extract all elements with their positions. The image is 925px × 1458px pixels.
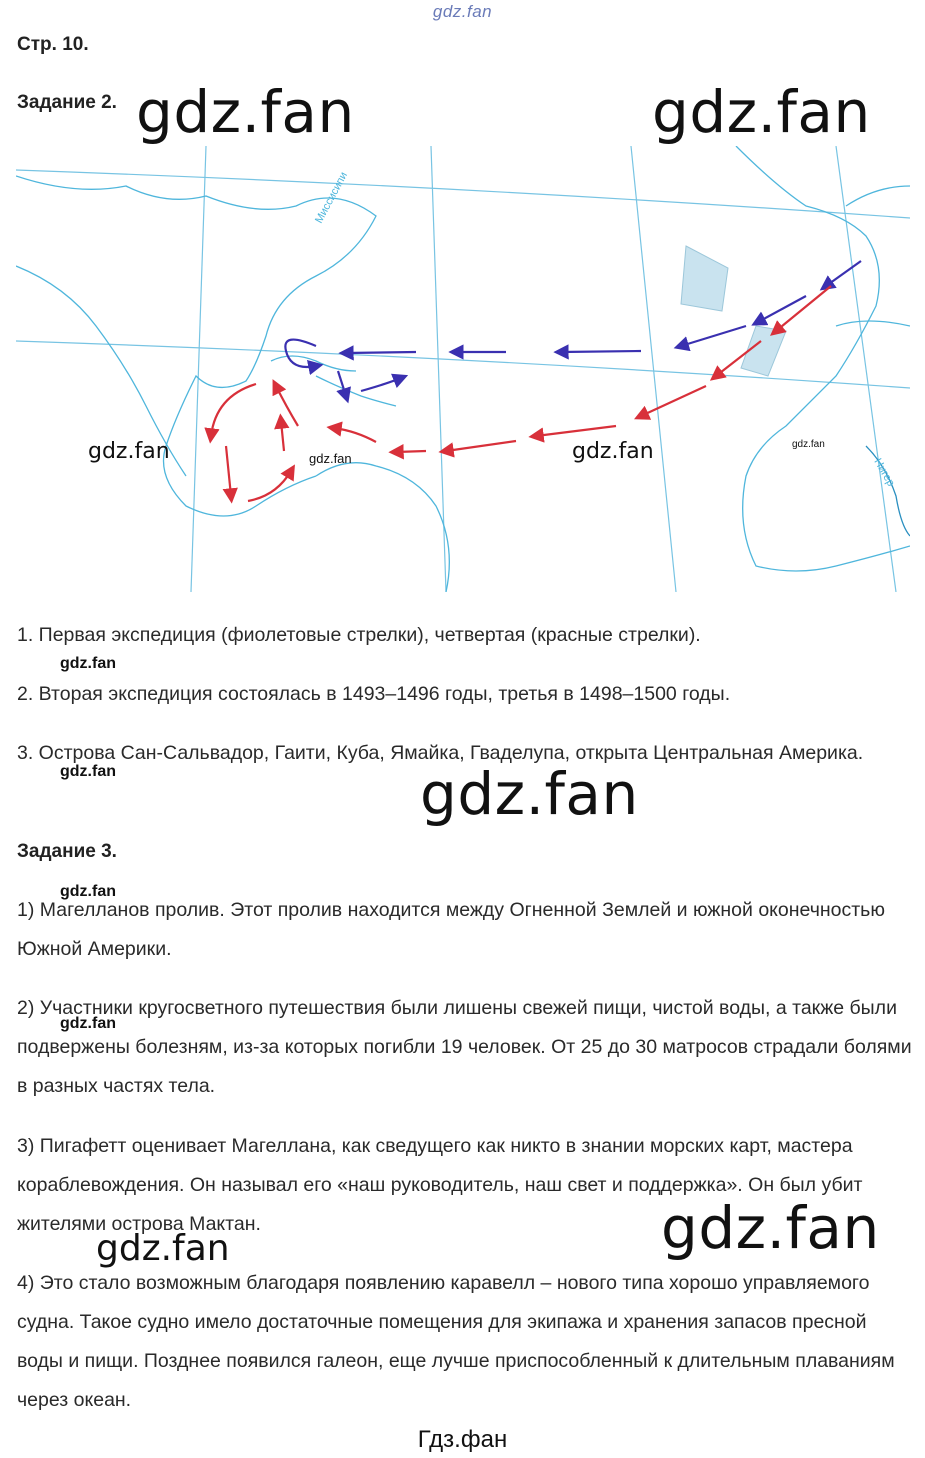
task3-answer-1: 1) Магелланов пролив. Этот пролив находится между Огненной Землей и южной оконечностью Южной Америки. <box>17 899 885 960</box>
map-coastlines <box>16 146 910 592</box>
expedition-map <box>16 146 910 592</box>
watermark: gdz.fan <box>96 1228 230 1269</box>
task2-answer-1: 1. Первая экспедиция (фиолетовые стрелки), четвертая (красные стрелки). <box>17 624 701 646</box>
watermark: gdz.fan <box>652 78 871 146</box>
task3-answer-4: 4) Это стало возможным благодаря появлению каравелл – нового типа хорошо управляемого судна. Такое судно имело достаточные помещения для экипажа и хранения запасов пресной воды и пищи. Позднее появился галеон, еще лучше приспособленный к длительным плаваниям через океан. <box>17 1272 895 1411</box>
fourth-expedition-arrows <box>211 286 831 501</box>
task2-answer-2: 2. Вторая экспедиция состоялась в 1493–1496 годы, третья в 1498–1500 годы. <box>17 683 731 705</box>
map-shaded-region <box>681 246 728 311</box>
first-expedition-arrows <box>285 261 861 396</box>
watermark: gdz.fan <box>60 763 116 780</box>
watermark: gdz.fan <box>88 439 170 464</box>
watermark: gdz.fan <box>136 78 355 146</box>
footer-watermark: Гдз.фан <box>417 1426 508 1453</box>
river-label-mississippi: Миссисипи <box>313 170 351 226</box>
watermark: gdz.fan <box>60 1015 116 1032</box>
page-label: Стр. 10. <box>17 34 89 55</box>
task3-answer-2: 2) Участники кругосветного путешествия были лишены свежей пищи, чистой воды, а также были подвержены болезням, из-за которых погибли 19 человек. От 25 до 30 матросов страдали болями в разных частях тела. <box>17 997 912 1097</box>
watermark: gdz.fan <box>60 655 116 672</box>
task3-answer-3: 3) Пигафетт оценивает Магеллана, как сведущего как никто в знании морских карт, мастера кораблевождения. Он называл его «наш руководитель, наш свет и поддержка». Он был убит жителями острова Мактан. <box>17 1135 863 1235</box>
river-label-niger: Нигер <box>871 456 897 489</box>
watermark: gdz.fan <box>661 1194 880 1262</box>
task2-heading: Задание 2. <box>17 92 117 113</box>
task3-heading: Задание 3. <box>17 841 117 862</box>
watermark: gdz.fan <box>572 439 654 464</box>
watermark: gdz.fan <box>60 883 116 900</box>
task2-answer-3: 3. Острова Сан-Сальвадор, Гаити, Куба, Ямайка, Гваделупа, открыта Центральная Америка. <box>17 742 864 764</box>
watermark: gdz.fan <box>420 760 639 828</box>
map-grid <box>16 146 910 592</box>
top-watermark: gdz.fan <box>432 2 493 21</box>
watermark: gdz.fan <box>792 439 825 450</box>
watermark: gdz.fan <box>309 451 352 466</box>
